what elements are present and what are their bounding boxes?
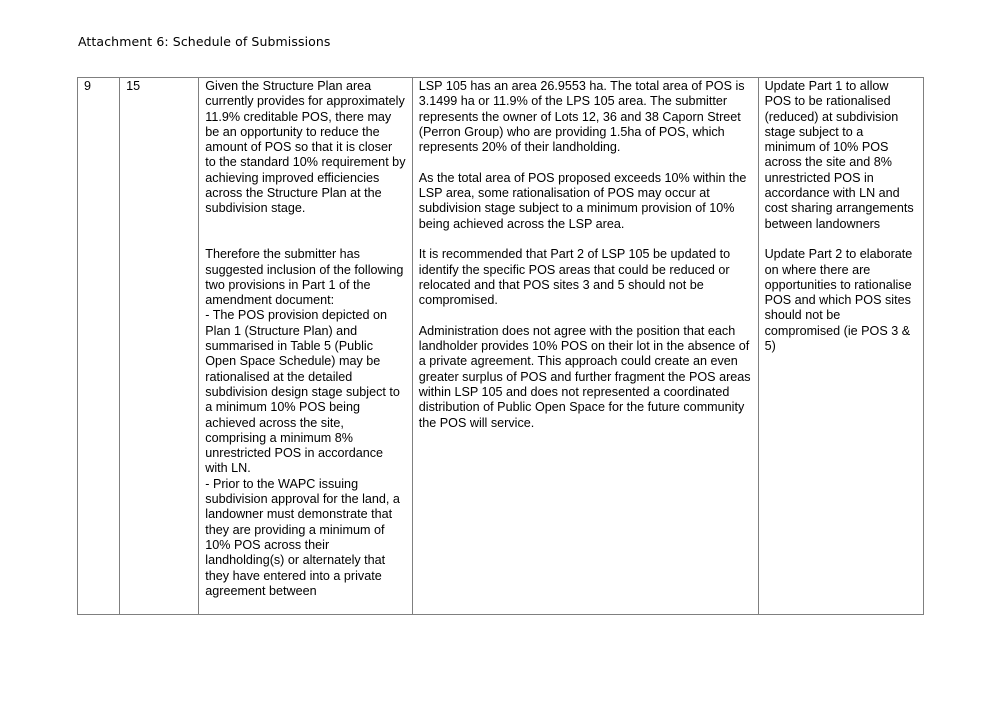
submission-number: 15 (126, 79, 141, 93)
administration-response-cell (412, 78, 758, 615)
response-paragraph-4: Administration does not agree with the position that each landholder provides 10% POS on their lot in the absence of a private agreement. This approach could create an even greater surplus of POS and further fragment the POS areas within LSP 105 and does not represented a coordinated distribution of Public Open Space for the future community the POS will service. (418, 323, 751, 430)
recommendation-paragraph-2: Update Part 2 to elaborate on where there are opportunities to rationalise POS and which POS sites should not be compromised (ie POS 3 & 5) (764, 247, 913, 354)
recommendation-cell (758, 78, 923, 615)
row-number: 9 (84, 79, 92, 93)
submission-number-cell (120, 78, 199, 615)
summary-provision-2: - Prior to the WAPC issuing subdivision approval for the land, a landowner must demonstrate that they are providing a minimum of 10% POS across their landholding(s) or alternately that they have entered into a private agreement between (205, 476, 400, 598)
recommendation-paragraph-1: Update Part 1 to allow POS to be rationalised (reduced) at subdivision stage subject to a minimum of 10% POS across the site and 8% unrestricted POS in accordance with LN and cost sharing arrangements between landowners (764, 79, 914, 231)
summary-provision-1: - The POS provision depicted on Plan 1 (Structure Plan) and summarised in Table 5 (Public Open Space Schedule) may be rationalised at the detailed subdivision design stage subject to a minimum 10% POS being achieved across the site, comprising a minimum 8% unrestricted POS in accordance with LN. (205, 308, 400, 476)
response-paragraph-2: As the total area of POS proposed exceeds 10% within the LSP area, some rationalisation of POS may occur at subdivision stage subject to a minimum provision of 10% being achieved across the LSP area. (418, 170, 747, 231)
response-paragraph-3: It is recommended that Part 2 of LSP 105 be updated to identify the specific POS areas that could be reduced or relocated and that POS sites 3 and 5 should not be compromised. (418, 247, 731, 308)
submissions-table (77, 77, 924, 615)
row-number-cell (78, 78, 120, 615)
response-paragraph-1: LSP 105 has an area 26.9553 ha. The total area of POS is 3.1499 ha or 11.9% of the LPS 105 area. The submitter represents the owner of Lots 12, 36 and 38 Caporn Street (Perron Group) who are providing 1.5ha of POS, which represents 20% of their landholding. (418, 79, 745, 155)
submission-summary-cell (199, 78, 413, 615)
table-row (78, 78, 924, 615)
page-header-title: Attachment 6: Schedule of Submissions (78, 34, 331, 49)
summary-paragraph-2: Therefore the submitter has suggested inclusion of the following two provisions in Part 1 of the amendment document: (205, 247, 404, 308)
summary-paragraph-1: Given the Structure Plan area currently provides for approximately 11.9% creditable POS, there may be an opportunity to reduce the amount of POS so that it is closer to the standard 10% requirement by achieving improved efficiencies across the Structure Plan at the subdivision stage. (205, 79, 406, 216)
